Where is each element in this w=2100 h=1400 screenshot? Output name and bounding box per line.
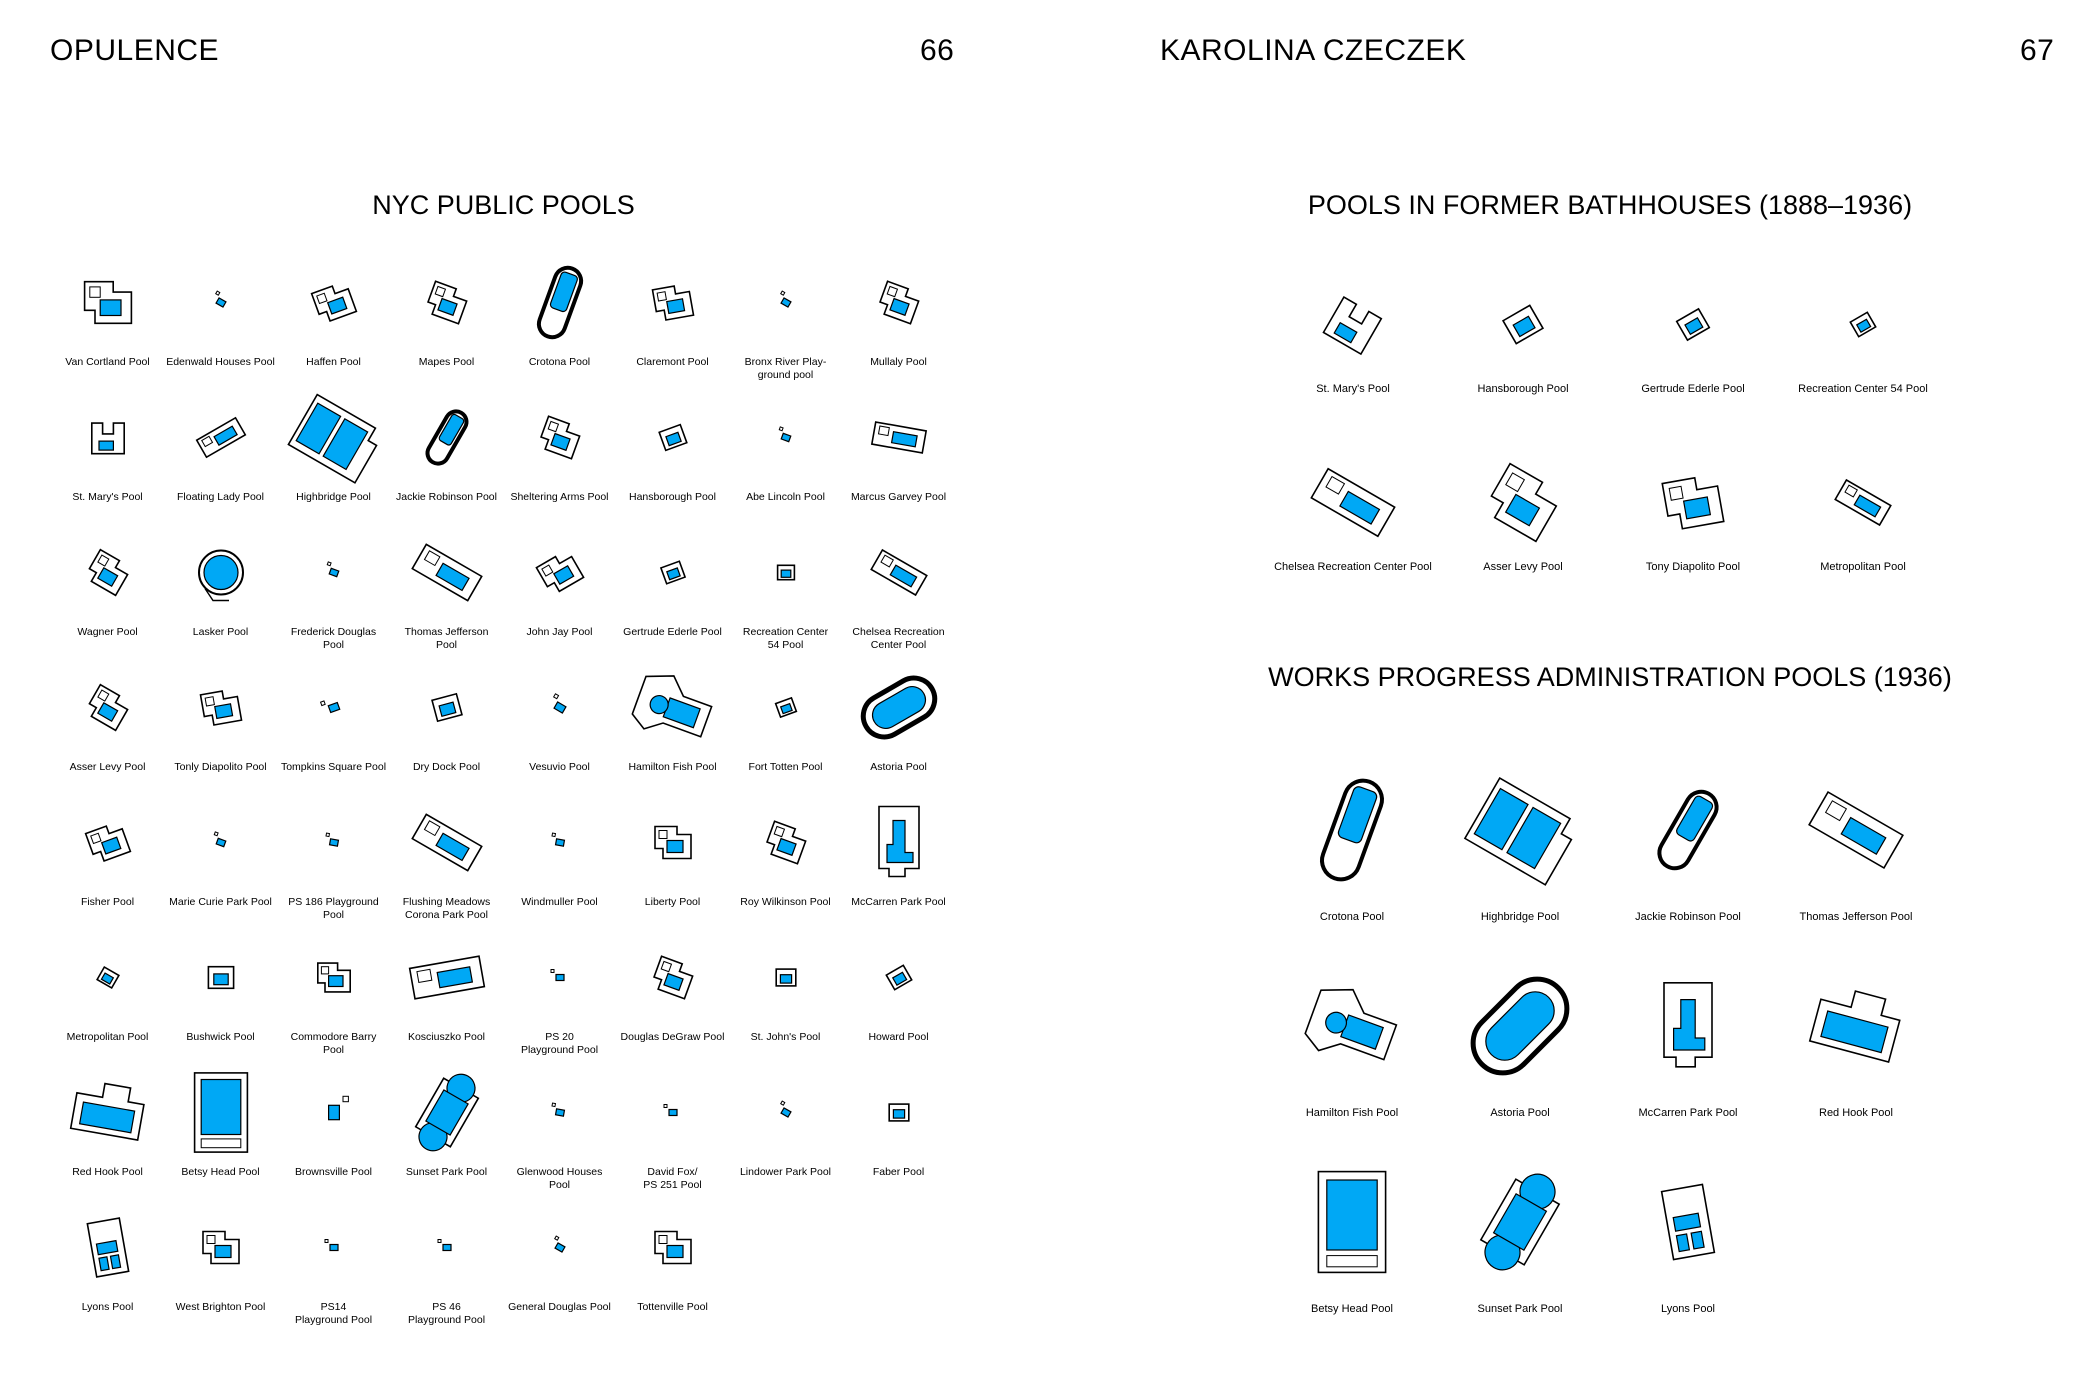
bathhouse-pools-grid	[1268, 272, 1948, 628]
nyc-pool-howard-pool	[842, 930, 955, 1065]
nyc-pool-roy-wilkinson-pool	[729, 795, 842, 930]
pool-label: Metropolitan Pool	[66, 1031, 149, 1043]
pool-plan-icon	[1282, 951, 1422, 1101]
pool-plan-icon	[736, 255, 836, 350]
nyc-pool-frederick-douglas-pool	[277, 525, 390, 660]
pool-label: McCarren Park Pool	[1638, 1107, 1738, 1119]
pool-plan-icon	[58, 1065, 158, 1160]
pool-plan-icon	[397, 1200, 497, 1295]
wpa-pool-astoria-pool	[1436, 951, 1604, 1147]
pool-plan-icon	[510, 525, 610, 620]
pool-label: PS 20 Playground Pool	[520, 1031, 599, 1056]
pool-plan-icon	[623, 1065, 723, 1160]
pool-plan-icon	[849, 525, 949, 620]
pool-plan-icon	[1450, 1147, 1590, 1297]
wpa-pool-sunset-park-pool	[1436, 1147, 1604, 1343]
wpa-pool-red-hook-pool	[1772, 951, 1940, 1147]
pool-label: Chelsea Recreation Center Pool	[1274, 561, 1432, 573]
pool-plan-icon	[736, 660, 836, 755]
pool-plan-icon	[284, 930, 384, 1025]
wpa-pool-jackie-robinson-pool	[1604, 755, 1772, 951]
nyc-pool-hamilton-fish-pool	[616, 660, 729, 795]
nyc-pool-tompkins-square-pool	[277, 660, 390, 795]
pool-label: Hansborough Pool	[629, 491, 716, 503]
pool-label: Sheltering Arms Pool	[510, 491, 609, 503]
nyc-pool-haffen-pool	[277, 255, 390, 390]
pool-label: Metropolitan Pool	[1820, 561, 1906, 573]
pool-label: Lasker Pool	[192, 626, 249, 638]
nyc-pool-abe-lincoln-pool	[729, 390, 842, 525]
nyc-pool-marie-curie-park-pool	[164, 795, 277, 930]
nyc-pool-douglas-degraw-pool	[616, 930, 729, 1065]
pool-plan-icon	[284, 1065, 384, 1160]
pool-plan-icon	[849, 255, 949, 350]
pool-label: Tompkins Square Pool	[280, 761, 387, 773]
nyc-pool-david-fox-ps-251-pool	[616, 1065, 729, 1200]
pool-plan-icon	[623, 660, 723, 755]
pool-plan-icon	[849, 795, 949, 890]
pool-label: Red Hook Pool	[72, 1166, 143, 1178]
pool-label: Douglas DeGraw Pool	[620, 1031, 725, 1043]
wpa-pool-betsy-head-pool	[1268, 1147, 1436, 1343]
nyc-pool-glenwood-houses-pool	[503, 1065, 616, 1200]
pool-label: Crotona Pool	[1319, 911, 1385, 923]
pool-plan-icon	[171, 1065, 271, 1160]
pool-plan-icon	[623, 930, 723, 1025]
pool-label: Thomas Jefferson Pool	[404, 626, 489, 651]
pool-plan-icon	[284, 255, 384, 350]
pool-plan-icon	[171, 930, 271, 1025]
pool-label: Edenwald Houses Pool	[166, 356, 275, 368]
nyc-pool-ps-20-playground-pool	[503, 930, 616, 1065]
nyc-pool-ps-46-playground-pool	[390, 1200, 503, 1335]
pool-plan-icon	[284, 795, 384, 890]
wpa-section-title: WORKS PROGRESS ADMINISTRATION POOLS (1936)	[1268, 662, 1952, 692]
pool-plan-icon	[1293, 272, 1413, 377]
pool-label: Recreation Center 54 Pool	[742, 626, 829, 651]
pool-plan-icon	[1618, 1147, 1758, 1297]
pool-plan-icon	[397, 795, 497, 890]
pool-plan-icon	[1803, 450, 1923, 555]
pool-label: Lyons Pool	[1660, 1303, 1716, 1315]
nyc-pool-floating-lady-pool	[164, 390, 277, 525]
pool-label: Highbridge Pool	[296, 491, 371, 503]
pool-plan-icon	[1293, 450, 1413, 555]
bathhouse-pool-hansborough-pool	[1438, 272, 1608, 450]
pool-label: Marcus Garvey Pool	[850, 491, 947, 503]
pool-plan-icon	[171, 255, 271, 350]
pool-plan-icon	[1633, 450, 1753, 555]
pool-plan-icon	[1450, 951, 1590, 1101]
pool-label: Thomas Jefferson Pool	[1799, 911, 1913, 923]
pool-plan-icon	[284, 390, 384, 485]
pool-plan-icon	[510, 390, 610, 485]
pool-label: St. John's Pool	[750, 1031, 821, 1043]
pool-plan-icon	[510, 255, 610, 350]
pool-plan-icon	[171, 1200, 271, 1295]
nyc-pool-sunset-park-pool	[390, 1065, 503, 1200]
pool-plan-icon	[736, 525, 836, 620]
pool-plan-icon	[1803, 272, 1923, 377]
nyc-pool-west-brighton-pool	[164, 1200, 277, 1335]
nyc-pool-lindower-park-pool	[729, 1065, 842, 1200]
bathhouse-pool-st-mary-s-pool	[1268, 272, 1438, 450]
nyc-pools-grid	[51, 255, 955, 1335]
pool-label: Asser Levy Pool	[1483, 561, 1563, 573]
pool-label: Betsy Head Pool	[181, 1166, 260, 1178]
bathhouse-pool-metropolitan-pool	[1778, 450, 1948, 628]
pool-label: Red Hook Pool	[1819, 1107, 1893, 1119]
pool-label: Liberty Pool	[644, 896, 701, 908]
pool-plan-icon	[397, 930, 497, 1025]
pool-label: Astoria Pool	[1490, 1107, 1550, 1119]
pool-plan-icon	[58, 930, 158, 1025]
wpa-pool-mccarren-park-pool	[1604, 951, 1772, 1147]
nyc-pool-bronx-river-play-ground-pool	[729, 255, 842, 390]
nyc-section-title: NYC PUBLIC POOLS	[372, 190, 635, 220]
bathhouse-pool-tony-diapolito-pool	[1608, 450, 1778, 628]
pool-label: Lyons Pool	[81, 1301, 134, 1313]
pool-plan-icon	[1618, 951, 1758, 1101]
nyc-pool-st-john-s-pool	[729, 930, 842, 1065]
pool-plan-icon	[58, 1200, 158, 1295]
nyc-pool-gertrude-ederle-pool	[616, 525, 729, 660]
pool-label: Glenwood Houses Pool	[516, 1166, 603, 1191]
pool-plan-icon	[171, 390, 271, 485]
nyc-pool-mullaly-pool	[842, 255, 955, 390]
pool-label: Commodore Barry Pool	[290, 1031, 377, 1056]
pool-label: Mapes Pool	[418, 356, 475, 368]
pool-label: Mullaly Pool	[870, 356, 927, 368]
pool-plan-icon	[510, 1200, 610, 1295]
pool-plan-icon	[397, 255, 497, 350]
left-running-title: OPULENCE	[50, 34, 220, 67]
nyc-pool-ps14-playground-pool	[277, 1200, 390, 1335]
nyc-pool-marcus-garvey-pool	[842, 390, 955, 525]
nyc-pool-tonly-diapolito-pool	[164, 660, 277, 795]
nyc-pool-jackie-robinson-pool	[390, 390, 503, 525]
pool-plan-icon	[623, 525, 723, 620]
nyc-pool-fort-totten-pool	[729, 660, 842, 795]
pool-label: Tonly Diapolito Pool	[174, 761, 267, 773]
pool-plan-icon	[171, 660, 271, 755]
pool-label: Flushing Meadows Corona Park Pool	[402, 896, 491, 921]
pool-plan-icon	[736, 795, 836, 890]
left-page-number: 66	[920, 34, 955, 67]
pool-plan-icon	[510, 1065, 610, 1160]
pool-label: Faber Pool	[872, 1166, 925, 1178]
wpa-pools-grid	[1268, 755, 1940, 1343]
pool-label: PS 46 Playground Pool	[407, 1301, 486, 1326]
pool-label: Wagner Pool	[77, 626, 138, 638]
pool-label: Tottenville Pool	[637, 1301, 708, 1313]
pool-label: Jackie Robinson Pool	[1635, 911, 1741, 923]
pool-label: Abe Lincoln Pool	[746, 491, 825, 503]
pool-label: Jackie Robinson Pool	[396, 491, 497, 503]
pool-plan-icon	[623, 255, 723, 350]
pool-label: John Jay Pool	[526, 626, 593, 638]
nyc-pool-chelsea-recreation-center-pool	[842, 525, 955, 660]
pool-plan-icon	[397, 1065, 497, 1160]
pool-label: Sunset Park Pool	[405, 1166, 488, 1178]
pool-plan-icon	[58, 660, 158, 755]
pool-plan-icon	[284, 1200, 384, 1295]
nyc-pool-edenwald-houses-pool	[164, 255, 277, 390]
pool-plan-icon	[736, 930, 836, 1025]
pool-plan-icon	[171, 795, 271, 890]
pool-label: Astoria Pool	[870, 761, 927, 773]
nyc-pool-highbridge-pool	[277, 390, 390, 525]
nyc-pool-general-douglas-pool	[503, 1200, 616, 1335]
right-running-title: KAROLINA CZECZEK	[1160, 34, 1467, 67]
nyc-pool-bushwick-pool	[164, 930, 277, 1065]
pool-label: PS 186 Playground Pool	[288, 896, 379, 921]
bathhouse-section-title: POOLS IN FORMER BATHHOUSES (1888–1936)	[1307, 190, 1913, 220]
pool-label: Vesuvio Pool	[529, 761, 590, 773]
wpa-pool-thomas-jefferson-pool	[1772, 755, 1940, 951]
pool-label: Van Cortland Pool	[65, 356, 150, 368]
pool-plan-icon	[1450, 755, 1590, 905]
nyc-pool-van-cortland-pool	[51, 255, 164, 390]
pool-label: Windmuller Pool	[521, 896, 598, 908]
nyc-pool-red-hook-pool	[51, 1065, 164, 1200]
nyc-pool-flushing-meadows-corona-park-pool	[390, 795, 503, 930]
wpa-pool-lyons-pool	[1604, 1147, 1772, 1343]
nyc-pool-asser-levy-pool	[51, 660, 164, 795]
pool-plan-icon	[510, 660, 610, 755]
pool-plan-icon	[1786, 755, 1926, 905]
pool-label: Tony Diapolito Pool	[1645, 561, 1741, 573]
pool-label: Betsy Head Pool	[1311, 1303, 1393, 1315]
nyc-pool-astoria-pool	[842, 660, 955, 795]
bathhouse-pool-chelsea-recreation-center-pool	[1268, 450, 1438, 628]
pool-plan-icon	[849, 660, 949, 755]
nyc-pool-betsy-head-pool	[164, 1065, 277, 1200]
bathhouse-pool-recreation-center-54-pool	[1778, 272, 1948, 450]
pool-plan-icon	[736, 390, 836, 485]
pool-label: Kosciuszko Pool	[407, 1031, 486, 1043]
pool-label: Hamilton Fish Pool	[628, 761, 717, 773]
nyc-pool-mccarren-park-pool	[842, 795, 955, 930]
pool-plan-icon	[849, 930, 949, 1025]
nyc-pool-sheltering-arms-pool	[503, 390, 616, 525]
bathhouse-pool-asser-levy-pool	[1438, 450, 1608, 628]
pool-plan-icon	[58, 525, 158, 620]
pool-plan-icon	[1282, 755, 1422, 905]
pool-plan-icon	[1463, 450, 1583, 555]
pool-label: Howard Pool	[868, 1031, 929, 1043]
nyc-pool-fisher-pool	[51, 795, 164, 930]
pool-label: Asser Levy Pool	[69, 761, 146, 773]
pool-label: Sunset Park Pool	[1477, 1303, 1563, 1315]
pool-plan-icon	[1618, 755, 1758, 905]
pool-label: Floating Lady Pool	[177, 491, 264, 503]
pool-label: Marie Curie Park Pool	[169, 896, 272, 908]
pool-plan-icon	[58, 390, 158, 485]
pool-plan-icon	[1786, 951, 1926, 1101]
pool-label: Brownsville Pool	[294, 1166, 373, 1178]
pool-label: McCarren Park Pool	[851, 896, 946, 908]
wpa-pool-highbridge-pool	[1436, 755, 1604, 951]
wpa-pool-crotona-pool	[1268, 755, 1436, 951]
nyc-pool-crotona-pool	[503, 255, 616, 390]
pool-label: Fisher Pool	[80, 896, 135, 908]
pool-plan-icon	[58, 255, 158, 350]
pool-plan-icon	[623, 1200, 723, 1295]
nyc-pool-st-mary-s-pool	[51, 390, 164, 525]
pool-label: Gertrude Ederle Pool	[623, 626, 722, 638]
pool-label: St. Mary's Pool	[1316, 383, 1390, 395]
pool-plan-icon	[623, 390, 723, 485]
pool-plan-icon	[1282, 1147, 1422, 1297]
nyc-pool-liberty-pool	[616, 795, 729, 930]
pool-label: Bronx River Play- ground pool	[744, 356, 827, 381]
pool-label: Lindower Park Pool	[739, 1166, 832, 1178]
nyc-pool-lyons-pool	[51, 1200, 164, 1335]
nyc-pool-faber-pool	[842, 1065, 955, 1200]
pool-plan-icon	[397, 390, 497, 485]
pool-plan-icon	[849, 390, 949, 485]
wpa-pool-hamilton-fish-pool	[1268, 951, 1436, 1147]
pool-label: Roy Wilkinson Pool	[740, 896, 831, 908]
pool-label: Hansborough Pool	[1477, 383, 1569, 395]
nyc-pool-windmuller-pool	[503, 795, 616, 930]
right-page-number: 67	[2020, 34, 2055, 67]
nyc-pool-metropolitan-pool	[51, 930, 164, 1065]
nyc-pool-hansborough-pool	[616, 390, 729, 525]
pool-label: Recreation Center 54 Pool	[1798, 383, 1928, 395]
pool-label: Chelsea Recreation Center Pool	[852, 626, 945, 651]
pool-label: Crotona Pool	[528, 356, 591, 368]
nyc-pool-commodore-barry-pool	[277, 930, 390, 1065]
pool-plan-icon	[1633, 272, 1753, 377]
pool-plan-icon	[849, 1065, 949, 1160]
pool-label: Haffen Pool	[306, 356, 361, 368]
pool-plan-icon	[171, 525, 271, 620]
pool-plan-icon	[284, 660, 384, 755]
pool-label: West Brighton Pool	[175, 1301, 266, 1313]
nyc-pool-claremont-pool	[616, 255, 729, 390]
nyc-pool-vesuvio-pool	[503, 660, 616, 795]
pool-label: Highbridge Pool	[1480, 911, 1560, 923]
pool-label: Gertrude Ederle Pool	[1641, 383, 1745, 395]
nyc-pool-wagner-pool	[51, 525, 164, 660]
pool-label: Frederick Douglas Pool	[290, 626, 377, 651]
pool-plan-icon	[510, 930, 610, 1025]
pool-label: St. Mary's Pool	[72, 491, 143, 503]
pool-plan-icon	[397, 660, 497, 755]
nyc-pool-dry-dock-pool	[390, 660, 503, 795]
pool-label: Fort Totten Pool	[748, 761, 823, 773]
nyc-pool-recreation-center-54-pool	[729, 525, 842, 660]
pool-plan-icon	[58, 795, 158, 890]
pool-plan-icon	[510, 795, 610, 890]
nyc-pool-john-jay-pool	[503, 525, 616, 660]
nyc-pool-kosciuszko-pool	[390, 930, 503, 1065]
bathhouse-pool-gertrude-ederle-pool	[1608, 272, 1778, 450]
pool-label: Hamilton Fish Pool	[1305, 1107, 1399, 1119]
pool-label: PS14 Playground Pool	[294, 1301, 373, 1326]
pool-plan-icon	[284, 525, 384, 620]
pool-label: General Douglas Pool	[508, 1301, 611, 1313]
pool-plan-icon	[623, 795, 723, 890]
pool-plan-icon	[397, 525, 497, 620]
pool-label: David Fox/ PS 251 Pool	[643, 1166, 702, 1191]
nyc-pool-ps-186-playground-pool	[277, 795, 390, 930]
nyc-pool-brownsville-pool	[277, 1065, 390, 1200]
nyc-pool-lasker-pool	[164, 525, 277, 660]
pool-label: Claremont Pool	[636, 356, 709, 368]
pool-label: Bushwick Pool	[186, 1031, 255, 1043]
pool-label: Dry Dock Pool	[412, 761, 481, 773]
pool-plan-icon	[1463, 272, 1583, 377]
nyc-pool-tottenville-pool	[616, 1200, 729, 1335]
pool-plan-icon	[736, 1065, 836, 1160]
nyc-pool-mapes-pool	[390, 255, 503, 390]
nyc-pool-thomas-jefferson-pool	[390, 525, 503, 660]
